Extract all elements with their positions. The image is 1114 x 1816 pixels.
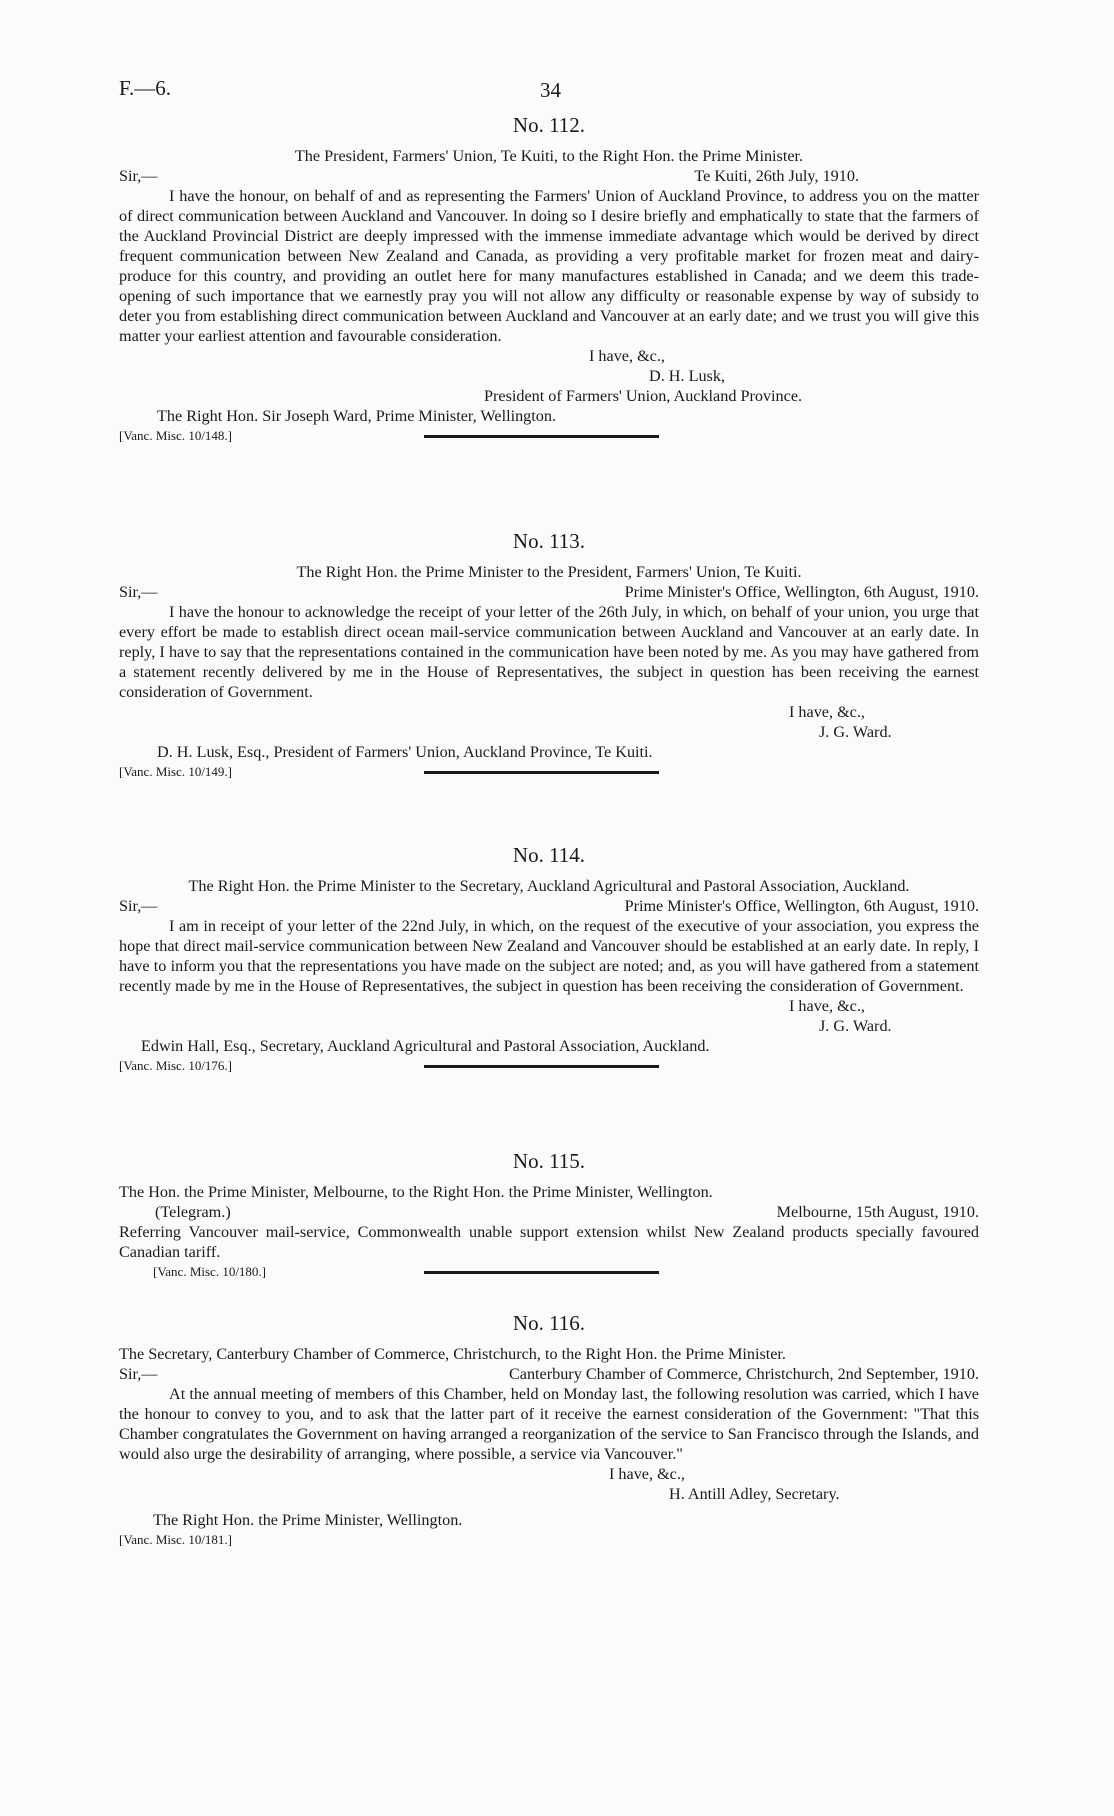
reference-row	[119, 1262, 979, 1282]
letter-number: No. 112.	[512, 113, 586, 137]
closing: I have, &c.,	[789, 703, 865, 721]
letter-address: The Secretary, Canterbury Chamber of Commerce, Christchurch, to the Right Hon. the Prime Minister.	[119, 1345, 786, 1363]
salutation-row	[119, 1202, 979, 1222]
salutation: Sir,—	[119, 1365, 158, 1383]
recipient: D. H. Lusk, Esq., President of Farmers' Union, Auckland Province, Te Kuiti.	[157, 743, 653, 761]
recipient: The Right Hon. the Prime Minister, Wellington.	[153, 1511, 463, 1529]
reference-row	[119, 762, 979, 782]
letter-115	[119, 1148, 979, 1282]
reference-row	[119, 426, 979, 446]
salutation-row	[119, 166, 979, 186]
reference: [Vanc. Misc. 10/149.]	[119, 764, 233, 779]
signature: J. G. Ward.	[819, 723, 892, 741]
section-divider	[424, 1065, 659, 1068]
recipient: Edwin Hall, Esq., Secretary, Auckland Agricultural and Pastoral Association, Auckland.	[141, 1037, 710, 1055]
signature: H. Antill Adley, Secretary.	[669, 1485, 840, 1503]
place-date: Prime Minister's Office, Wellington, 6th August, 1910.	[624, 583, 979, 601]
reference-row	[119, 1530, 979, 1550]
letter-body: I am in receipt of your letter of the 22nd July, in which, on the request of the executive of your association, you express the hope that direct mail-service communication between New Zealand and Vancouver should be established at an early date. In reply, I have to inform you that the representations you have made on the subject are noted; and, as you will have gathered from a statement recently made by me in the House of Representatives, the subject in question has been receiving the consideration of Government.	[119, 917, 979, 995]
section-divider	[424, 1271, 659, 1274]
letter-address: The Hon. the Prime Minister, Melbourne, to the Right Hon. the Prime Minister, Wellington.	[119, 1183, 713, 1201]
letter-number: No. 113.	[512, 529, 586, 553]
reference-row	[119, 1056, 979, 1076]
signature: J. G. Ward.	[819, 1017, 892, 1035]
letter-112	[119, 112, 979, 446]
place-date: Melbourne, 15th August, 1910.	[776, 1203, 979, 1221]
letter-address: The President, Farmers' Union, Te Kuiti, to the Right Hon. the Prime Minister.	[294, 147, 804, 165]
reference: [Vanc. Misc. 10/181.]	[119, 1532, 233, 1547]
letter-address: The Right Hon. the Prime Minister to the President, Farmers' Union, Te Kuiti.	[296, 563, 802, 581]
place-date: Canterbury Chamber of Commerce, Christchurch, 2nd September, 1910.	[508, 1365, 979, 1383]
letter-address: The Right Hon. the Prime Minister to the Secretary, Auckland Agricultural and Pastoral Association, Auckland.	[188, 877, 910, 895]
section-divider	[424, 435, 659, 438]
closing: I have, &c.,	[609, 1465, 685, 1483]
salutation-row	[119, 896, 979, 916]
place-date: Prime Minister's Office, Wellington, 6th August, 1910.	[624, 897, 979, 915]
letter-114	[119, 842, 979, 1076]
salutation-row	[119, 582, 979, 602]
letter-body: At the annual meeting of members of this Chamber, held on Monday last, the following resolution was carried, which I have the honour to convey to you, and to ask that the latter part of it receive the earnest consideration of the Government: "That this Chamber congratulates the Government on having arranged a reorganization of the service to San Francisco through the Islands, and would also urge the desirability of arranging, where possible, a service via Vancouver."	[119, 1385, 979, 1463]
letter-body: Referring Vancouver mail-service, Commonwealth unable support extension whilst New Zealand products specially favoured Canadian tariff.	[119, 1223, 979, 1261]
closing: I have, &c.,	[789, 997, 865, 1015]
letter-body: I have the honour, on behalf of and as representing the Farmers' Union of Auckland Province, to address you on the matter of direct communication between Auckland and Vancouver. In doing so I desire briefly and emphatically to state that the farmers of the Auckland Provincial District are deeply impressed with the immense immediate advantage which would be derived by direct frequent communication between New Zealand and Canada, as providing a very profitable market for frozen meat and dairy-produce for this country, and providing an outlet here for many manufactures established in Canada; and we deem this trade-opening of such importance that we earnestly pray you will not allow any difficulty or reasonable expense by way of subsidy to deter you from establishing direct communication between Auckland and Vancouver at an early date; and we trust you will give this matter your earliest attention and favourable consideration.	[119, 187, 979, 345]
salutation: Sir,—	[119, 897, 158, 915]
telegram-label: (Telegram.)	[155, 1203, 231, 1221]
salutation: Sir,—	[119, 583, 158, 601]
letter-body: I have the honour to acknowledge the receipt of your letter of the 26th July, in which, on behalf of your union, you urge that every effort be made to establish direct ocean mail-service communication between Auckland and Vancouver at an early date. In reply, I have to say that the representations contained in the communication have been noted by me. As you may have gathered from a statement recently delivered by me in the House of Representatives, the subject in question has been receiving the earnest consideration of Government.	[119, 603, 979, 701]
reference: [Vanc. Misc. 10/176.]	[119, 1058, 233, 1073]
closing: I have, &c.,	[589, 347, 665, 365]
paper-code: F.—6.	[119, 76, 171, 100]
letter-number: No. 115.	[512, 1149, 586, 1173]
salutation: Sir,—	[119, 167, 158, 185]
salutation-row	[119, 1364, 979, 1384]
reference: [Vanc. Misc. 10/180.]	[153, 1264, 267, 1279]
signature: D. H. Lusk,	[649, 367, 725, 385]
letter-116	[119, 1310, 979, 1550]
reference: [Vanc. Misc. 10/148.]	[119, 428, 233, 443]
letter-number: No. 116.	[512, 1311, 586, 1335]
place-date: Te Kuiti, 26th July, 1910.	[694, 167, 859, 185]
page-number: 34	[540, 78, 561, 102]
letter-113	[119, 528, 979, 782]
letter-number: No. 114.	[512, 843, 586, 867]
recipient: The Right Hon. Sir Joseph Ward, Prime Minister, Wellington.	[157, 407, 557, 425]
signature-title: President of Farmers' Union, Auckland Province.	[484, 387, 803, 405]
section-divider	[424, 771, 659, 774]
